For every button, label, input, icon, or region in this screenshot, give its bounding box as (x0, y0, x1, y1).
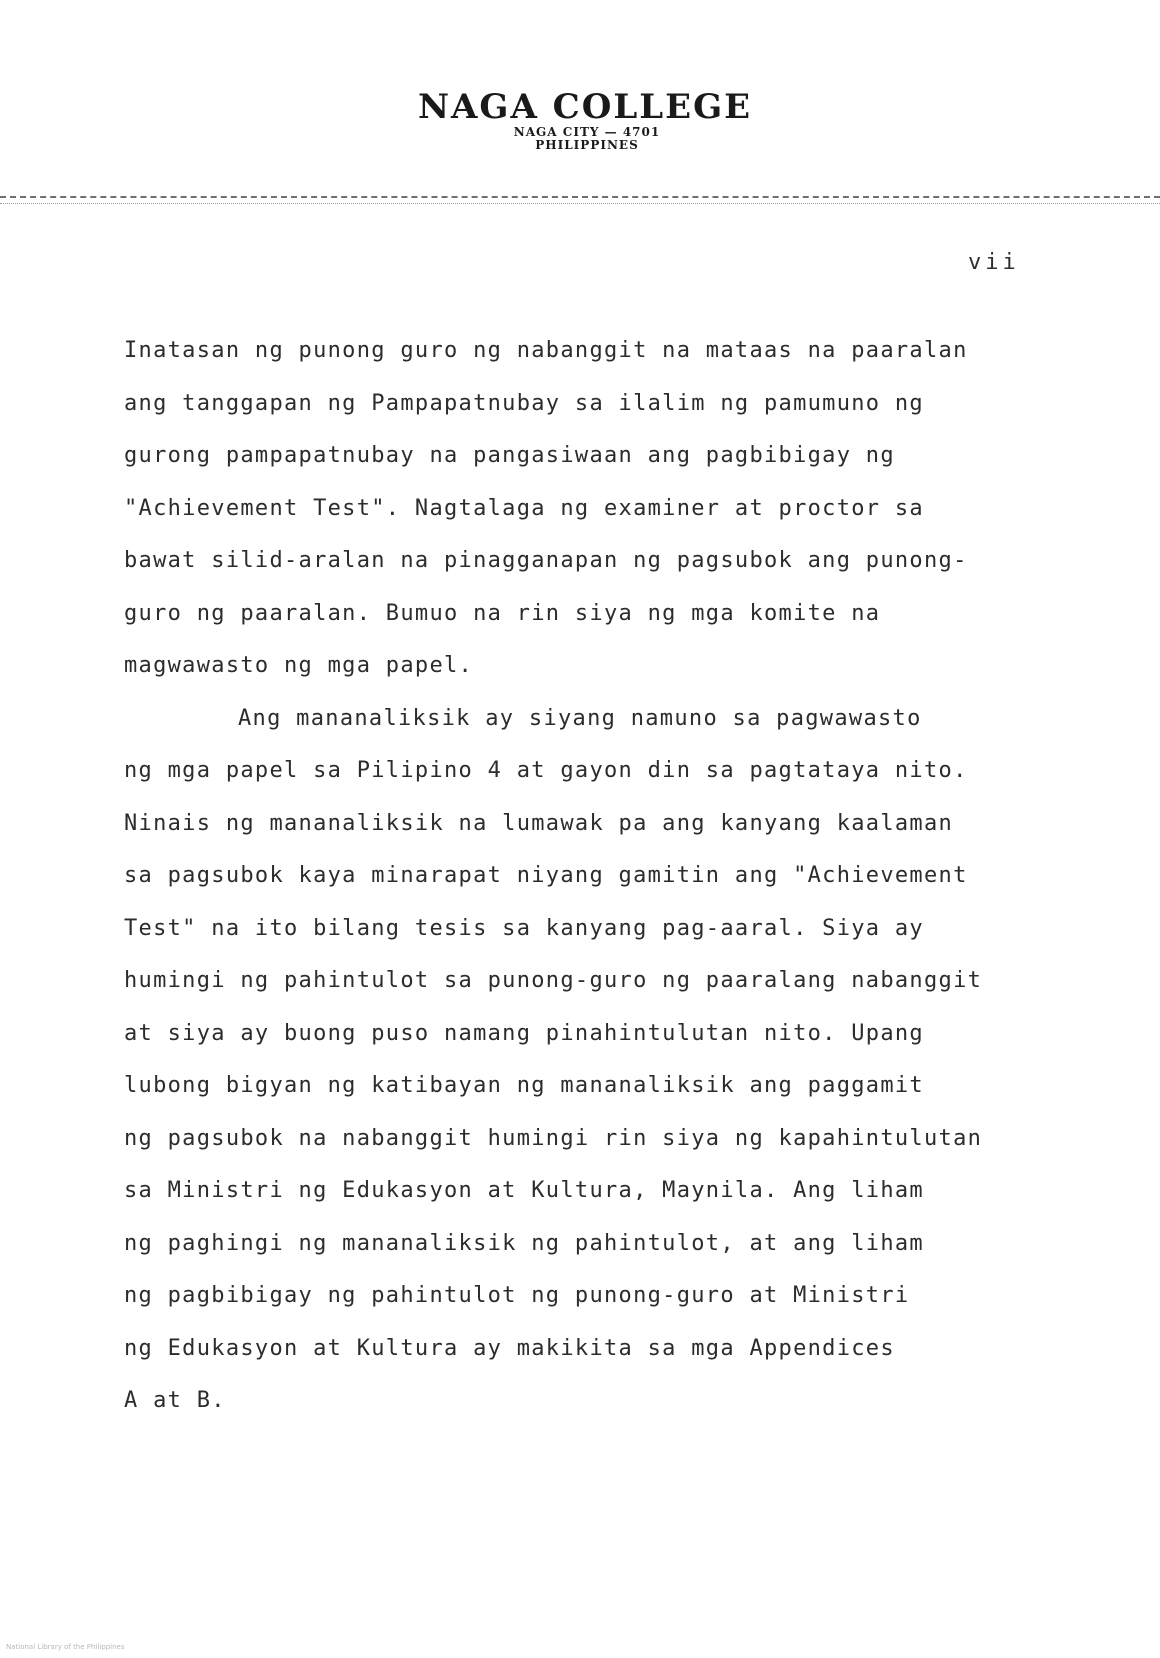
text-line: ng paghingi ng mananaliksik ng pahintulot, at ang liham (124, 1230, 924, 1256)
text-line: sa pagsubok kaya minarapat niyang gamitin ang "Achievement (124, 863, 968, 888)
institution-name: NAGA COLLEGE (417, 87, 753, 127)
text-line: "Achievement Test". Nagtalaga ng examiner at proctor sa (124, 495, 924, 521)
text-line: Inatasan ng punong guro ng nabanggit na mataas na paaralan (124, 338, 968, 363)
text-line: ng Edukasyon at Kultura ay makikita sa mga Appendices (124, 1335, 895, 1361)
text-line: guro ng paaralan. Bumuo na rin siya ng mga komite na (124, 600, 881, 626)
text-line: sa Ministri ng Edukasyon at Kultura, Maynila. Ang liham (124, 1178, 924, 1203)
text-line: ng pagbibigay ng pahintulot ng punong-guro at Ministri (124, 1283, 910, 1308)
text-line: Ang mananaliksik ay siyang namuno sa pagwawasto (238, 705, 922, 731)
text-line: bawat silid-aralan na pinagganapan ng pagsubok ang punong- (124, 548, 968, 573)
text-line: magwawasto ng mga papel. (124, 653, 474, 678)
institution-country: PHILIPPINES (535, 138, 639, 152)
text-line: humingi ng pahintulot sa punong-guro ng paaralang nabanggit (124, 968, 983, 993)
text-line: ng pagsubok na nabanggit humingi rin siya ng kapahintulutan (124, 1125, 983, 1151)
institution-city: NAGA CITY — 4701 (513, 125, 661, 139)
text-line: A at B. (124, 1388, 226, 1413)
text-line: gurong pampapatnubay na pangasiwaan ang pagbibigay ng (124, 443, 895, 468)
footer-note: National Library of the Philippines (6, 1643, 125, 1651)
letterhead (0, 88, 1160, 152)
text-line: at siya ay buong puso namang pinahintulutan nito. Upang (124, 1020, 924, 1046)
document-body (124, 338, 1104, 1441)
text-line: Ninais ng mananaliksik na lumawak pa ang kanyang kaalaman (124, 810, 954, 836)
text-line: ng mga papel sa Pilipino 4 at gayon din sa pagtataya nito. (124, 758, 968, 783)
text-line: ang tanggapan ng Pampapatnubay sa ilalim ng pamumuno ng (124, 390, 924, 416)
letterhead-divider (0, 196, 1160, 204)
text-line: Test" na ito bilang tesis sa kanyang pag-aaral. Siya ay (124, 915, 924, 941)
page-number: vii (968, 250, 1020, 275)
text-line: lubong bigyan ng katibayan ng mananaliksik ang paggamit (124, 1073, 924, 1098)
